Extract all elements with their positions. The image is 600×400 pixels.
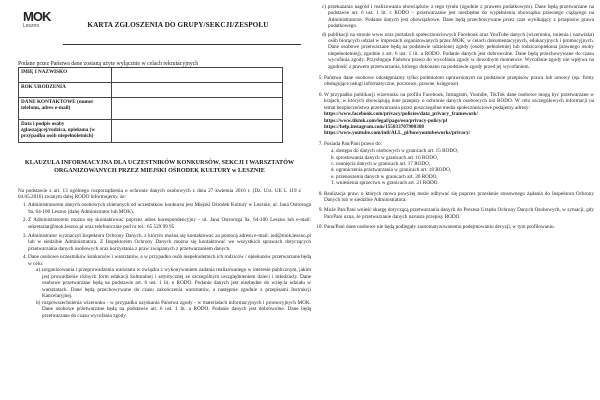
privacy-link[interactable]: https://www.tiktok.com/legal/page/eea/privacy-policy/pl (324, 117, 448, 124)
row-value-field[interactable] (112, 68, 283, 83)
list-item: 9. Może Pan/Pani wnieść skargę dotyczącą przetwarzania danych do Prezesa Urzędu Ochrony Danych Osobowych, w sytuacji, gdy Pan/Pani uzna, że przetwarzanie danych narusza przepisy RODO. (324, 207, 594, 220)
rights-item: d. ograniczenia przetwarzania w granicach art. 18 RODO, (336, 167, 594, 173)
clause-list-continued (314, 75, 594, 231)
rights-item: c. usunięcia danych w granicach art. 17 RODO, (336, 161, 594, 167)
list-item-text: Posiada Pan/Pani prawo do: (324, 140, 383, 147)
privacy-link[interactable]: https://www.youtube.com/intl/ALL_pl/howyoutubeworks/privacy/ (324, 130, 471, 137)
list-item: 10. Pana/Pani dane osobowe nie będą podlegały zautomatyzowanemu podejmowaniu decyzji, w tym profilowaniu. (324, 224, 594, 230)
sub-item: b) rozpowszechnienia wizerunku - w przypadku uzyskania Państwa zgody - w materiałach informacyjnych i promocyjnych MOK. Dane osobowe przetwarzane będą na podstawie art. 6 ust. 1 lit. a RODO. Podanie danych jest dobrowolne. Dane będą przetwarzane do czasu wycofania zgody. (36, 299, 311, 319)
sub-item: d) publikacji na stronie www oraz portalach społecznościowych Facebook oraz YouTube danych (wizerunku, imienia i nazwiska) osób biorących udział w imprezach organizowanych przez MOK, w celach dokumentacyjnych, edukacyjnych i promocyjnych. Dane osobowe przetwarzane będą na podstawie udzielonej zgody (osoby pełnoletniej lub rodzica/opiekuna prawnego osoby niepełnoletniej), zgodnie z art. 6 ust. 1 lit. a RODO. Podanie danych jest dobrowolne. Dane będą przechowywane do czasu wycofania zgody. Przysługuje Państwu prawo do wycofania zgody w dowolnym momencie. Wycofanie zgody nie wpływa na zgodność z prawem przetwarzania, którego dokonano na podstawie zgody przed jej wycofaniem. (322, 31, 594, 70)
list-item: 2. Z Administratorem można się skontaktować poprzez adres korespondencyjny - ul. Jana Ostroroga 9a, 64-100 Leszno lub e-mail: sekretariat@mok.leszno.pl oraz telefonicznie pod nr tel.: 65 529 99 95 (28, 217, 311, 230)
privacy-link[interactable]: https://help.instagram.com/155833707900388 (324, 123, 425, 130)
table-row (19, 83, 283, 98)
row-label: DANE KONTAKTOWE (numer telefonu, adres e-mail) (19, 98, 112, 120)
logo-mark: MOK (23, 9, 51, 24)
clause-title (18, 159, 301, 174)
rights-item: a. dostępu do danych osobowych w granicach art. 15 RODO, (336, 148, 594, 154)
clause-list (18, 202, 311, 322)
row-value-field[interactable] (112, 83, 283, 98)
table-row (19, 120, 283, 143)
row-label: IMIĘ I NAZWISKO (19, 68, 112, 83)
rights-list (324, 148, 594, 186)
privacy-link[interactable]: https://www.facebook.com/privacy/policies/data_privacy_framework/ (324, 111, 478, 118)
table-row (19, 98, 283, 120)
list-item (324, 92, 594, 137)
rights-item: f. wniesienia sprzeciwu w granicach art. 21 RODO. (336, 180, 594, 186)
sub-item: a) zorganizowania i przeprowadzenia warsztatu w związku z wykonywaniem zadania realizowanego w interesie publicznym, jakim jest prowadzenie różnych form edukacji kulturalnej i artystycznej ze szczególnym uwzględnieniem dzieci i młodzieży. Dane osobowe przetwarzane będą na podstawie art. 6 ust. 1 lit. e RODO. Podanie danych jest niezbędne do wzięcia udziału w warsztatach. Dane będą przechowywane do czasu zakończenia warsztatów, a następnie zgodnie z przepisami Instrukcji Kancelaryjnej. (36, 267, 311, 300)
rights-item: b. sprostowania danych w granicach art. 16 RODO, (336, 155, 594, 161)
list-item-text: W przypadku publikacji wizerunku na profilu Facebook, Instagram, Youtube, TikTok dane osobowe mogą być przetwarzane w krajach, w których obowiązują inne przepisy o ochronie danych osobowych niż RODO. W celu szczegółowych informacji na temat bezpieczeństwa przetwarzania przez poszczególne media społecznościowe podajemy adresy: (324, 91, 594, 111)
form-instruction: Podane przez Państwa dane zostaną użyte wyłącznie w celach rekrutacyjnych (18, 61, 199, 67)
table-row (19, 68, 283, 83)
clause-title-line: KLAUZULA INFORMACYJNA DLA UCZESTNIKÓW KONKURSÓW, SEKCJI I WARSZTATÓW (24, 159, 295, 166)
row-value-field[interactable] (112, 98, 283, 120)
logo-subtitle: Leszno (23, 23, 40, 29)
list-item: 1. Administratorem danych osobowych zbieranych od uczestników konkursu jest Miejski Ośrodek Kultury w Lesznie, ul. Jana Ostroroga 9a, 64-100 Leszno (dalej Administrator lub MOK). (28, 202, 311, 215)
right-column-content (314, 4, 594, 231)
list-item-text: Dane osobowe uczestników konkursów i warsztatów, a w przypadku osób niepełnoletnich ich rodziców / opiekunów przetwarzane będą w celu: (28, 254, 311, 267)
clause-title-line: ORGANIZOWANYCH PRZEZ MIEJSKI OŚRODEK KULTURY w LESZNIE (54, 166, 265, 174)
row-label: ROK URODZENIA (19, 83, 112, 98)
clause-intro: Na podstawie z art. 13 ogólnego rozporządzenia o ochronie danych osobowych z dnia 27 kwietnia 2016 r. (Dz. Urz. UE L 119 z 04.05.2016) zwanym dalej RODO informujemy, że: (18, 188, 301, 201)
rights-item: e. przenoszenia danych w granicach art. 20 RODO, (336, 174, 594, 180)
row-value-field[interactable] (112, 120, 283, 143)
list-item: 5. Państwa dane osobowe udostępniamy tylko podmiotom uprawnionym na podstawie przepisów prawa lub umowy (np. firmy obsługujące usługi informatyczne, pocztowe, prawne, księgowe). (324, 75, 594, 88)
list-item: 8. Realizacja praw, o których mowa powyżej może odbywać się poprzez przesłanie stosownego żądania do Inspektora Ochrony Danych lub w siedzibie Administratora. (324, 191, 594, 204)
row-label: Data i podpis osoby zgłaszającej/rodzica, opiekuna (w przypadku osób niepełnoletnich) (19, 120, 112, 143)
registration-table (18, 67, 283, 143)
title-rule (63, 44, 301, 45)
sub-item: c) przekazania nagród i realizowania obowiązków z tego tytułu (zgodnie z prawem podatkowym). Dane będą przetwarzane na podstawie art. 6 ust. 1 lit. c RODO – przetwarzanie jest niezbędne do wypełnienia obowiązku prawnego ciążącego na Administratorze. Podanie danych jest obowiązkowe. Dane będą przechowywane przez czas wynikający z przepisów prawa podatkowego. (322, 4, 594, 30)
logo (23, 10, 53, 46)
list-item: 3. Administrator wyznaczył Inspektora Ochrony Danych, z którym można się kontaktować za pomocą adresu e-mail: iod@mok.leszno.pl lub w siedzibie Administratora. Z Inspektorem Ochrony Danych można się kontaktować we wszystkich sprawach dotyczących przetwarzania danych osobowych oraz korzystania z praw związanych z przetwarzaniem danych. (28, 233, 311, 253)
list-item (28, 254, 311, 319)
form-title: KARTA ZGŁOSZENIA DO GRUPY/SEKCJI/ZESPOŁU (87, 21, 269, 29)
list-item (324, 141, 594, 187)
